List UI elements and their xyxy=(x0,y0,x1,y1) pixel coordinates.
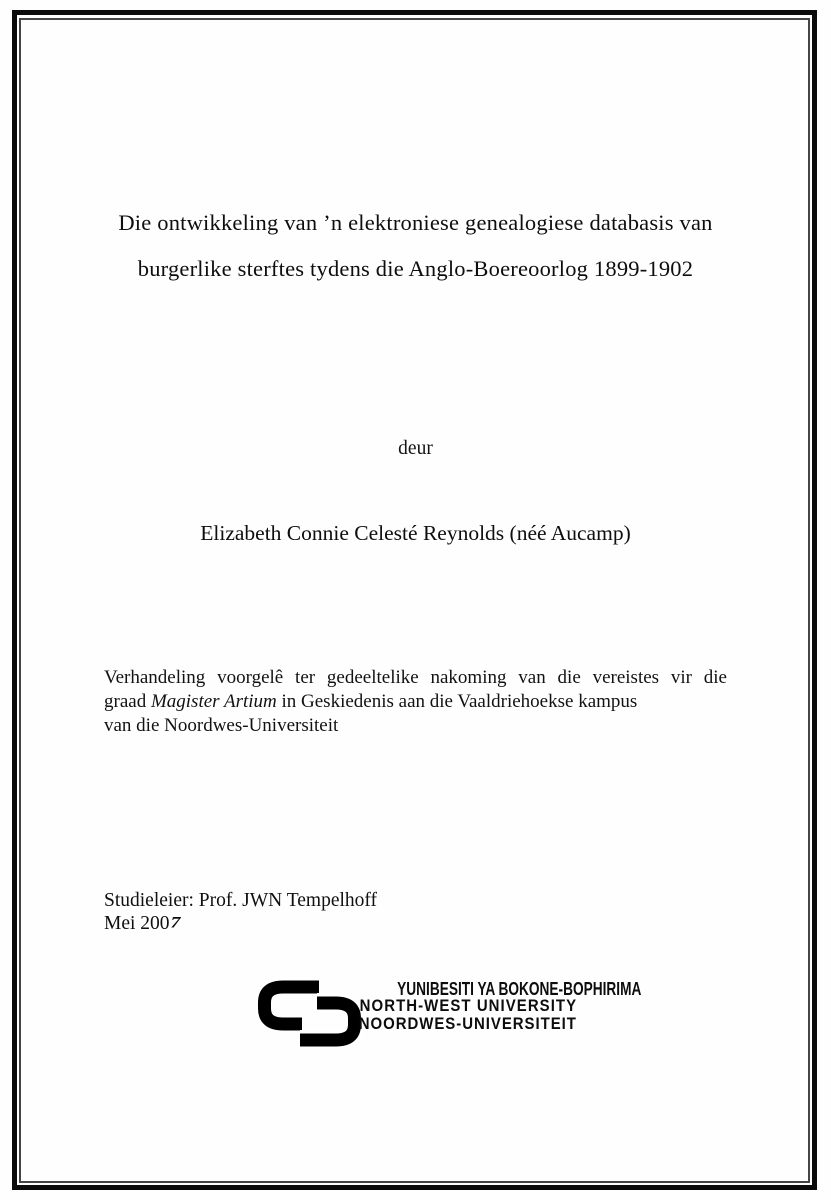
degree-statement-line2-post: in Geskiedenis aan die Vaaldriehoekse kampus xyxy=(276,691,638,712)
supervisor-block xyxy=(104,890,377,935)
thesis-title-line-2: burgerlike sterftes tydens die Anglo-Boereoorlog 1899-1902 xyxy=(137,255,694,281)
logo-text-english-label: NORTH-WEST UNIVERSITY xyxy=(359,996,577,1016)
university-logo-text xyxy=(320,979,642,1033)
degree-statement-line-2 xyxy=(104,690,727,714)
date-line xyxy=(104,913,377,936)
supervisor-line: Studieleier: Prof. JWN Tempelhoff xyxy=(104,890,378,911)
logo-text-afrikaans-label: NOORDWES-UNIVERSITEIT xyxy=(358,1013,577,1033)
logo-text-afrikaans xyxy=(320,1014,577,1031)
byline-deur: deur xyxy=(398,438,433,459)
degree-statement-line-1: Verhandeling voorgelê ter gedeeltelike nakoming van die vereistes vir die xyxy=(104,667,727,688)
author-name: Elizabeth Connie Celesté Reynolds (néé Aucamp) xyxy=(200,521,631,545)
logo-text-english xyxy=(320,996,577,1016)
thesis-title-line-1: Die ontwikkeling van ’n elektroniese genealogiese databasis van xyxy=(118,210,713,235)
date-handwritten-digit: 7 xyxy=(167,913,182,931)
logo-link-left xyxy=(265,987,320,1024)
degree-statement xyxy=(104,666,727,738)
logo-text-setswana xyxy=(320,979,642,999)
thesis-title xyxy=(20,200,811,291)
date-prefix: Mei 200 xyxy=(104,912,170,934)
logo-text-setswana-label: YUNIBESITI YA BOKONE-BOPHIRIMA xyxy=(397,979,642,999)
degree-name-italic: Magister Artium xyxy=(150,691,277,712)
degree-statement-line2-pre: graad xyxy=(104,691,151,712)
degree-statement-line-3: van die Noordwes-Universiteit xyxy=(104,715,339,736)
